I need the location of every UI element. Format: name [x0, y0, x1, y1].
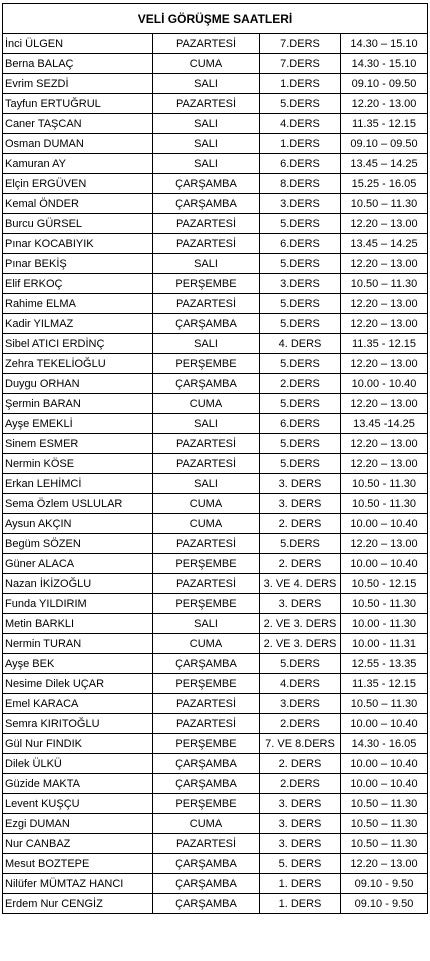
- teacher-name-cell: Sema Özlem USLULAR: [3, 494, 153, 514]
- lesson-cell: 2.DERS: [260, 774, 341, 794]
- lesson-cell: 2. VE 3. DERS: [260, 614, 341, 634]
- teacher-name-cell: Güner ALACA: [3, 554, 153, 574]
- day-cell: ÇARŞAMBA: [153, 654, 260, 674]
- day-cell: ÇARŞAMBA: [153, 874, 260, 894]
- time-cell: 10.00 – 10.40: [341, 514, 428, 534]
- lesson-cell: 5.DERS: [260, 654, 341, 674]
- day-cell: PAZARTESİ: [153, 434, 260, 454]
- lesson-cell: 5.DERS: [260, 354, 341, 374]
- time-cell: 10.00 – 10.40: [341, 754, 428, 774]
- table-row: [3, 394, 428, 414]
- teacher-name-cell: Nur CANBAZ: [3, 834, 153, 854]
- table-row: [3, 694, 428, 714]
- day-cell: SALI: [153, 414, 260, 434]
- lesson-cell: 2.DERS: [260, 374, 341, 394]
- table-row: [3, 834, 428, 854]
- teacher-name-cell: Levent KUŞÇU: [3, 794, 153, 814]
- time-cell: 09.10 - 9.50: [341, 894, 428, 914]
- day-cell: ÇARŞAMBA: [153, 374, 260, 394]
- table-row: [3, 774, 428, 794]
- table-row: [3, 754, 428, 774]
- day-cell: PAZARTESİ: [153, 834, 260, 854]
- table-row: [3, 54, 428, 74]
- day-cell: PERŞEMBE: [153, 794, 260, 814]
- lesson-cell: 6.DERS: [260, 234, 341, 254]
- time-cell: 09.10 - 9.50: [341, 874, 428, 894]
- time-cell: 12.20 – 13.00: [341, 434, 428, 454]
- table-row: [3, 454, 428, 474]
- day-cell: PAZARTESİ: [153, 454, 260, 474]
- time-cell: 10.50 – 11.30: [341, 274, 428, 294]
- time-cell: 10.50 - 11.30: [341, 474, 428, 494]
- table-row: [3, 74, 428, 94]
- teacher-name-cell: Sinem ESMER: [3, 434, 153, 454]
- lesson-cell: 3. DERS: [260, 594, 341, 614]
- table-row: [3, 814, 428, 834]
- day-cell: PAZARTESİ: [153, 214, 260, 234]
- lesson-cell: 3. DERS: [260, 814, 341, 834]
- time-cell: 10.50 - 11.30: [341, 594, 428, 614]
- table-row: [3, 594, 428, 614]
- time-cell: 10.50 – 11.30: [341, 814, 428, 834]
- teacher-name-cell: Elif ERKOÇ: [3, 274, 153, 294]
- lesson-cell: 3.DERS: [260, 694, 341, 714]
- teacher-name-cell: Gül Nur FINDIK: [3, 734, 153, 754]
- teacher-name-cell: Elçin ERGÜVEN: [3, 174, 153, 194]
- teacher-name-cell: Burcu GÜRSEL: [3, 214, 153, 234]
- time-cell: 12.20 - 13.00: [341, 94, 428, 114]
- lesson-cell: 2. VE 3. DERS: [260, 634, 341, 654]
- teacher-name-cell: Ayşe BEK: [3, 654, 153, 674]
- table-row: [3, 714, 428, 734]
- lesson-cell: 5.DERS: [260, 394, 341, 414]
- lesson-cell: 3. DERS: [260, 834, 341, 854]
- lesson-cell: 2.DERS: [260, 714, 341, 734]
- table-row: [3, 154, 428, 174]
- teacher-name-cell: Zehra TEKELİOĞLU: [3, 354, 153, 374]
- day-cell: SALI: [153, 474, 260, 494]
- time-cell: 12.20 – 13.00: [341, 354, 428, 374]
- time-cell: 13.45 – 14.25: [341, 234, 428, 254]
- table-row: [3, 534, 428, 554]
- day-cell: CUMA: [153, 394, 260, 414]
- day-cell: PERŞEMBE: [153, 554, 260, 574]
- lesson-cell: 4.DERS: [260, 114, 341, 134]
- time-cell: 13.45 – 14.25: [341, 154, 428, 174]
- lesson-cell: 7.DERS: [260, 34, 341, 54]
- lesson-cell: 3. DERS: [260, 474, 341, 494]
- time-cell: 10.50 – 11.30: [341, 694, 428, 714]
- time-cell: 10.00 - 11.30: [341, 614, 428, 634]
- lesson-cell: 5.DERS: [260, 434, 341, 454]
- day-cell: ÇARŞAMBA: [153, 774, 260, 794]
- time-cell: 12.20 – 13.00: [341, 854, 428, 874]
- time-cell: 10.50 - 12.15: [341, 574, 428, 594]
- title-row: [3, 4, 428, 34]
- time-cell: 10.00 – 10.40: [341, 774, 428, 794]
- teacher-name-cell: Metin BARKLI: [3, 614, 153, 634]
- day-cell: ÇARŞAMBA: [153, 854, 260, 874]
- lesson-cell: 3. DERS: [260, 794, 341, 814]
- lesson-cell: 6.DERS: [260, 154, 341, 174]
- table-row: [3, 294, 428, 314]
- teacher-name-cell: Tayfun ERTUĞRUL: [3, 94, 153, 114]
- table-row: [3, 554, 428, 574]
- lesson-cell: 1.DERS: [260, 74, 341, 94]
- teacher-name-cell: Şermin BARAN: [3, 394, 153, 414]
- teacher-name-cell: Kemal ÖNDER: [3, 194, 153, 214]
- spreadsheet: [2, 3, 427, 914]
- table-row: [3, 314, 428, 334]
- lesson-cell: 5.DERS: [260, 294, 341, 314]
- teacher-name-cell: Duygu ORHAN: [3, 374, 153, 394]
- table-row: [3, 434, 428, 454]
- teacher-name-cell: Ayşe EMEKLİ: [3, 414, 153, 434]
- lesson-cell: 7.DERS: [260, 54, 341, 74]
- day-cell: PAZARTESİ: [153, 714, 260, 734]
- teacher-name-cell: Berna BALAÇ: [3, 54, 153, 74]
- table-row: [3, 614, 428, 634]
- teacher-name-cell: Semra KIRITOĞLU: [3, 714, 153, 734]
- time-cell: 12.55 - 13.35: [341, 654, 428, 674]
- lesson-cell: 1.DERS: [260, 134, 341, 154]
- table-row: [3, 734, 428, 754]
- day-cell: PERŞEMBE: [153, 274, 260, 294]
- table-row: [3, 894, 428, 914]
- teacher-name-cell: Sibel ATICI ERDİNÇ: [3, 334, 153, 354]
- lesson-cell: 2. DERS: [260, 754, 341, 774]
- day-cell: ÇARŞAMBA: [153, 194, 260, 214]
- teacher-name-cell: Nermin TURAN: [3, 634, 153, 654]
- teacher-name-cell: Nilüfer MÜMTAZ HANCI: [3, 874, 153, 894]
- time-cell: 12.20 – 13.00: [341, 454, 428, 474]
- teacher-name-cell: Erdem Nur CENGİZ: [3, 894, 153, 914]
- time-cell: 12.20 – 13.00: [341, 214, 428, 234]
- table-row: [3, 854, 428, 874]
- lesson-cell: 3.DERS: [260, 194, 341, 214]
- day-cell: PERŞEMBE: [153, 734, 260, 754]
- table-row: [3, 34, 428, 54]
- day-cell: CUMA: [153, 54, 260, 74]
- time-cell: 10.00 - 10.40: [341, 374, 428, 394]
- time-cell: 10.50 - 11.30: [341, 494, 428, 514]
- day-cell: PAZARTESİ: [153, 694, 260, 714]
- table-row: [3, 794, 428, 814]
- day-cell: SALI: [153, 334, 260, 354]
- table-row: [3, 374, 428, 394]
- day-cell: SALI: [153, 114, 260, 134]
- table-row: [3, 674, 428, 694]
- time-cell: 14.30 - 15.10: [341, 54, 428, 74]
- time-cell: 11.35 - 12.15: [341, 674, 428, 694]
- teacher-name-cell: Ezgi DUMAN: [3, 814, 153, 834]
- lesson-cell: 4. DERS: [260, 334, 341, 354]
- day-cell: PERŞEMBE: [153, 674, 260, 694]
- day-cell: SALI: [153, 74, 260, 94]
- table-row: [3, 214, 428, 234]
- table-row: [3, 254, 428, 274]
- teacher-name-cell: Kamuran AY: [3, 154, 153, 174]
- time-cell: 11.35 - 12.15: [341, 114, 428, 134]
- table-row: [3, 194, 428, 214]
- lesson-cell: 3.DERS: [260, 274, 341, 294]
- day-cell: PAZARTESİ: [153, 234, 260, 254]
- day-cell: ÇARŞAMBA: [153, 894, 260, 914]
- day-cell: PAZARTESİ: [153, 34, 260, 54]
- teacher-name-cell: Erkan LEHİMCİ: [3, 474, 153, 494]
- lesson-cell: 5.DERS: [260, 534, 341, 554]
- lesson-cell: 3. DERS: [260, 494, 341, 514]
- teacher-name-cell: Aysun AKÇIN: [3, 514, 153, 534]
- table-row: [3, 634, 428, 654]
- teacher-name-cell: Nesime Dilek UÇAR: [3, 674, 153, 694]
- teacher-name-cell: Nazan İKİZOĞLU: [3, 574, 153, 594]
- day-cell: SALI: [153, 254, 260, 274]
- table-row: [3, 354, 428, 374]
- time-cell: 15.25 - 16.05: [341, 174, 428, 194]
- teacher-name-cell: Emel KARACA: [3, 694, 153, 714]
- table-row: [3, 874, 428, 894]
- lesson-cell: 5.DERS: [260, 254, 341, 274]
- day-cell: PAZARTESİ: [153, 534, 260, 554]
- day-cell: ÇARŞAMBA: [153, 754, 260, 774]
- time-cell: 10.00 – 10.40: [341, 554, 428, 574]
- time-cell: 11.35 - 12.15: [341, 334, 428, 354]
- lesson-cell: 3. VE 4. DERS: [260, 574, 341, 594]
- table-row: [3, 114, 428, 134]
- teacher-name-cell: Caner TAŞCAN: [3, 114, 153, 134]
- table-row: [3, 494, 428, 514]
- day-cell: ÇARŞAMBA: [153, 174, 260, 194]
- day-cell: PAZARTESİ: [153, 294, 260, 314]
- time-cell: 09.10 – 09.50: [341, 134, 428, 154]
- teacher-name-cell: Evrim SEZDİ: [3, 74, 153, 94]
- day-cell: SALI: [153, 134, 260, 154]
- table-row: [3, 574, 428, 594]
- time-cell: 12.20 – 13.00: [341, 534, 428, 554]
- day-cell: PERŞEMBE: [153, 594, 260, 614]
- time-cell: 10.00 – 10.40: [341, 714, 428, 734]
- lesson-cell: 2. DERS: [260, 554, 341, 574]
- table-row: [3, 94, 428, 114]
- table-row: [3, 174, 428, 194]
- time-cell: 12.20 – 13.00: [341, 314, 428, 334]
- teacher-name-cell: Güzide MAKTA: [3, 774, 153, 794]
- table-row: [3, 514, 428, 534]
- lesson-cell: 7. VE 8.DERS: [260, 734, 341, 754]
- table-title: VELİ GÖRÜŞME SAATLERİ: [3, 4, 428, 34]
- day-cell: PERŞEMBE: [153, 354, 260, 374]
- lesson-cell: 1. DERS: [260, 874, 341, 894]
- teacher-name-cell: Mesut BOZTEPE: [3, 854, 153, 874]
- lesson-cell: 1. DERS: [260, 894, 341, 914]
- day-cell: CUMA: [153, 814, 260, 834]
- time-cell: 10.50 – 11.30: [341, 834, 428, 854]
- table-row: [3, 414, 428, 434]
- lesson-cell: 5.DERS: [260, 94, 341, 114]
- teacher-name-cell: Nermin KÖSE: [3, 454, 153, 474]
- day-cell: CUMA: [153, 494, 260, 514]
- teacher-name-cell: Begüm SÖZEN: [3, 534, 153, 554]
- table-row: [3, 654, 428, 674]
- lesson-cell: 8.DERS: [260, 174, 341, 194]
- teacher-name-cell: Pınar BEKİŞ: [3, 254, 153, 274]
- table-row: [3, 274, 428, 294]
- time-cell: 10.50 – 11.30: [341, 794, 428, 814]
- teacher-name-cell: İnci ÜLGEN: [3, 34, 153, 54]
- table-row: [3, 474, 428, 494]
- lesson-cell: 2. DERS: [260, 514, 341, 534]
- teacher-name-cell: Osman DUMAN: [3, 134, 153, 154]
- day-cell: SALI: [153, 154, 260, 174]
- day-cell: PAZARTESİ: [153, 574, 260, 594]
- lesson-cell: 5.DERS: [260, 454, 341, 474]
- lesson-cell: 6.DERS: [260, 414, 341, 434]
- time-cell: 10.50 – 11.30: [341, 194, 428, 214]
- day-cell: PAZARTESİ: [153, 94, 260, 114]
- time-cell: 13.45 -14.25: [341, 414, 428, 434]
- lesson-cell: 5.DERS: [260, 214, 341, 234]
- time-cell: 12.20 – 13.00: [341, 254, 428, 274]
- time-cell: 09.10 - 09.50: [341, 74, 428, 94]
- time-cell: 12.20 – 13.00: [341, 294, 428, 314]
- lesson-cell: 4.DERS: [260, 674, 341, 694]
- teacher-name-cell: Dilek ÜLKÜ: [3, 754, 153, 774]
- day-cell: CUMA: [153, 634, 260, 654]
- time-cell: 12.20 – 13.00: [341, 394, 428, 414]
- time-cell: 14.30 – 15.10: [341, 34, 428, 54]
- teacher-name-cell: Rahime ELMA: [3, 294, 153, 314]
- day-cell: ÇARŞAMBA: [153, 314, 260, 334]
- lesson-cell: 5.DERS: [260, 314, 341, 334]
- table-row: [3, 234, 428, 254]
- table-row: [3, 334, 428, 354]
- time-cell: 14.30 - 16.05: [341, 734, 428, 754]
- schedule-table: [2, 3, 428, 914]
- day-cell: SALI: [153, 614, 260, 634]
- day-cell: CUMA: [153, 514, 260, 534]
- table-row: [3, 134, 428, 154]
- time-cell: 10.00 - 11.31: [341, 634, 428, 654]
- lesson-cell: 5. DERS: [260, 854, 341, 874]
- teacher-name-cell: Funda YILDIRIM: [3, 594, 153, 614]
- teacher-name-cell: Kadir YILMAZ: [3, 314, 153, 334]
- teacher-name-cell: Pınar KOCABIYIK: [3, 234, 153, 254]
